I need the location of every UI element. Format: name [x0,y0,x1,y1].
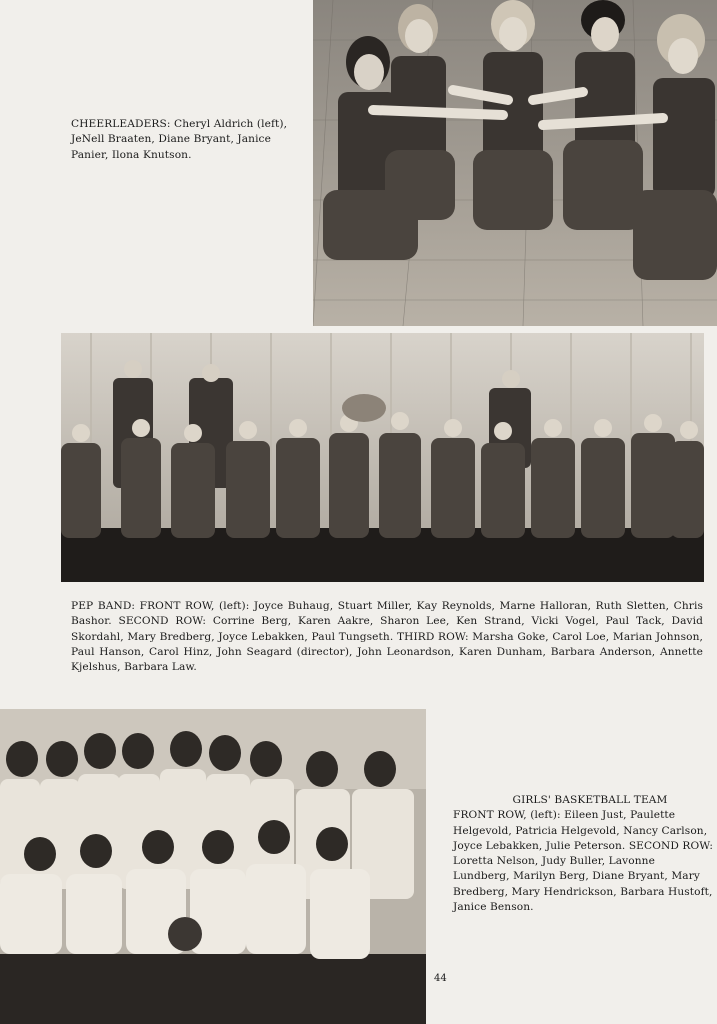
basketball-names: FRONT ROW, (left): Eileen Just, Paulette Helgevold, Patricia Helgevold, Nancy Carlson, Joyce Lebakken, Julie Peterson. SECOND ROW: Loretta Nelson, Judy Buller, Lavonne Lundberg, Marilyn Berg, Diane Bryant, Mary Bredberg, Mary Hendrickson, Barbara Hustoft, Janice Benson. [453,809,714,914]
pep-band-photo [61,333,704,582]
pep-band-caption: PEP BAND: FRONT ROW, (left): Joyce Buhaug, Stuart Miller, Kay Reynolds, Marne Halloran, Ruth Sletten, Chris Bashor. SECOND ROW: Corrine Berg, Karen Aakre, Sharon Lee, Ken Strand, Vicki Vogel, Paul Tack, David Skordahl, Mary Bredberg, Joyce Lebakken, Paul Tungseth. THIRD ROW: Marsha Goke, Carol Loe, Marian Johnson, Paul Hanson, Carol Hinz, John Seagard (director), John Leonardson, Karen Dunham, Barbara Anderson, Annette Kjelshus, Barbara Law. [71,600,703,674]
basketball-title: GIRLS' BASKETBALL TEAM [512,794,668,806]
cheerleaders-caption: CHEERLEADERS: Cheryl Aldrich (left), JeNell Braaten, Diane Bryant, Janice Panier, Ilona Knutson. [71,118,288,161]
basketball-caption [453,793,715,915]
page-number: 44 [434,973,447,984]
cheerleaders-photo [313,0,717,326]
basketball-team-photo [0,709,426,1024]
